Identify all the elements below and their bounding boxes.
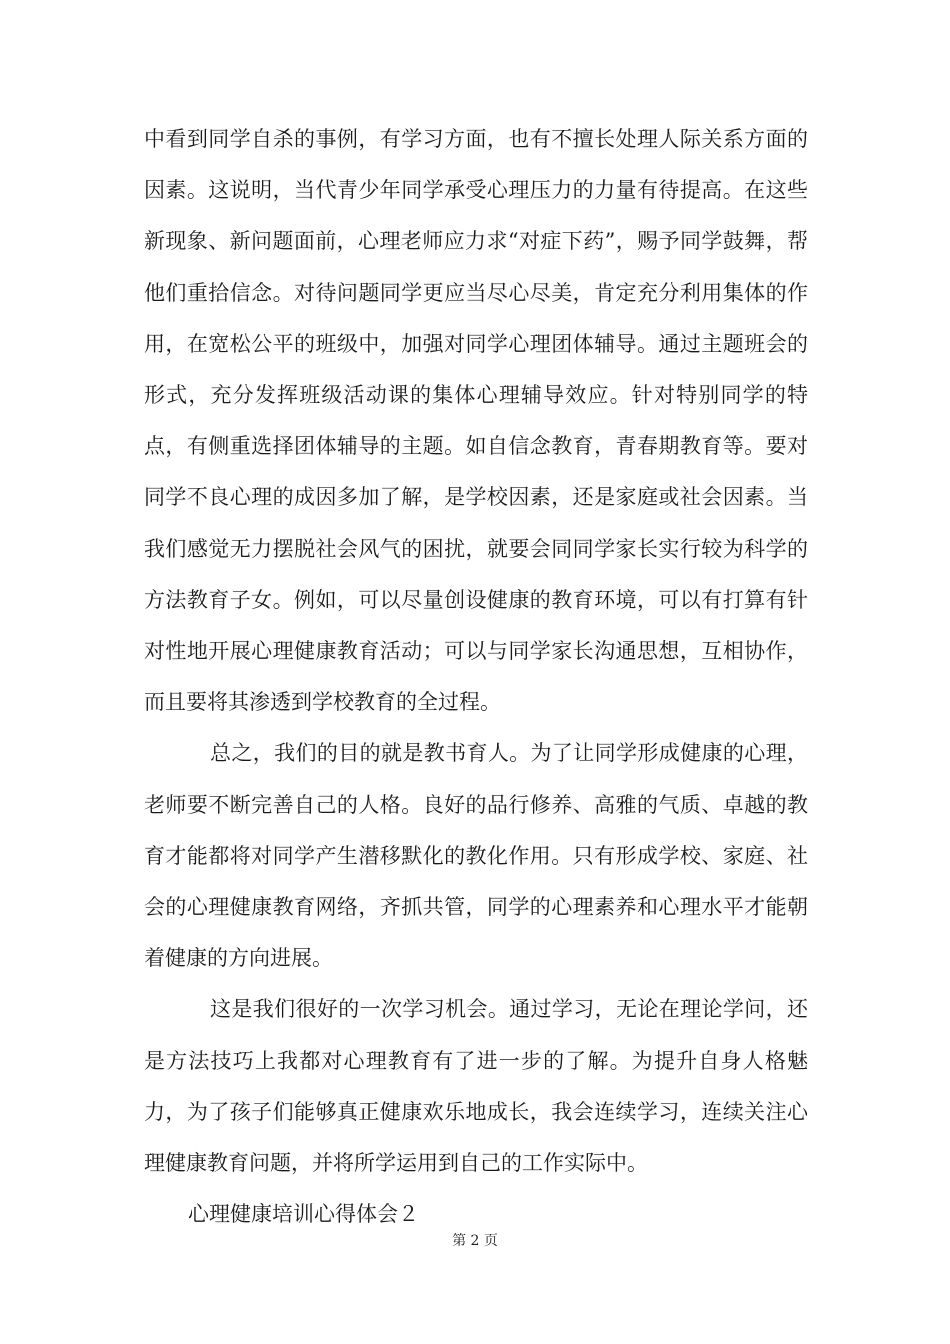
page-number: 第 2 页 bbox=[452, 1233, 498, 1249]
document-body bbox=[144, 114, 808, 1240]
paragraph-1: 中看到同学自杀的事例，有学习方面，也有不擅长处理人际关系方面的因素。这说明，当代青少年同学承受心理压力的力量有待提高。在这些新现象、新问题面前，心理老师应力求“对症下药”，赐予同学鼓舞，帮他们重拾信念。对待问题同学更应当尽心尽美，肯定充分利用集体的作用，在宽松公平的班级中，加强对同学心理团体辅导。通过主题班会的形式，充分发挥班级活动课的集体心理辅导效应。针对特别同学的特点，有侧重选择团体辅导的主题。如自信念教育，青春期教育等。要对同学不良心理的成因多加了解，是学校因素，还是家庭或社会因素。当我们感觉无力摆脱社会风气的困扰，就要会同同学家长实行较为科学的方法教育子女。例如，可以尽量创设健康的教育环境，可以有打算有针对性地开展心理健康教育活动；可以与同学家长沟通思想，互相协作，而且要将其渗透到学校教育的全过程。 bbox=[144, 127, 808, 715]
paragraph-3: 这是我们很好的一次学习机会。通过学习，无论在理论学问，还是方法技巧上我都对心理教育有了进一步的了解。为提升自身人格魅力，为了孩子们能够真正健康欢乐地成长，我会连续学习，连续关注心理健康教育问题，并将所学运用到自己的工作实际中。 bbox=[144, 997, 808, 1176]
section-heading: 心理健康培训心得体会２ bbox=[188, 1202, 419, 1227]
paragraph-2: 总之，我们的目的就是教书育人。为了让同学形成健康的心理，老师要不断完善自己的人格。良好的品行修养、高雅的气质、卓越的教育才能都将对同学产生潜移默化的教化作用。只有形成学校、家庭、社会的心理健康教育网络，齐抓共管，同学的心理素养和心理水平才能朝着健康的方向进展。 bbox=[144, 741, 808, 971]
